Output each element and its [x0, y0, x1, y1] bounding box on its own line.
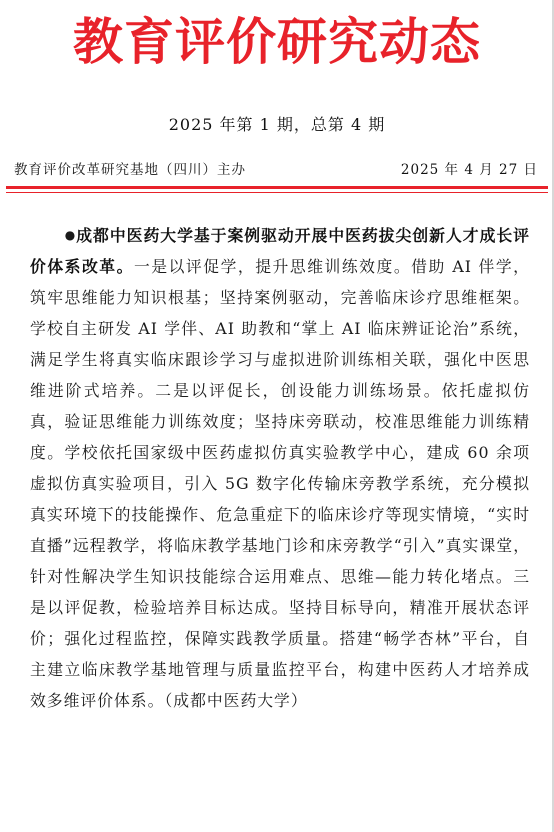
bullet-icon: ● — [64, 228, 77, 242]
divider-thin — [6, 192, 548, 193]
article-headline: 成都中医药大学基于案例驱动开展中医药拔尖创新人才成长评价体系改革。 — [30, 226, 530, 276]
divider-thick — [6, 186, 548, 189]
host-organization: 教育评价改革研究基地（四川）主办 — [14, 162, 246, 178]
meta-row — [14, 158, 538, 180]
article-body — [30, 220, 530, 716]
masthead-title: 教育评价研究动态 — [73, 12, 481, 71]
publication-date: 2025 年 4 月 27 日 — [400, 162, 538, 178]
article-text: 一是以评促学，提升思维训练效度。借助 AI 伴学，筑牢思维能力知识根基；坚持案例驱动，完善临床诊疗思维框架。学校自主研发 AI 学伴、AI 助教和“掌上 AI 临床辨证论治”系统，满足学生将真实临床跟诊学习与虚拟进阶训练相关联，强化中医思维进阶式培养。二是以评促长，创设能力训练场景。依托虚拟仿真，验证思维能力训练效度；坚持床旁联动，校准思维能力训练精度。学校依托国家级中医药虚拟仿真实验教学中心，建成 60 余项虚拟仿真实验项目，引入 5G 数字化传输床旁教学系统，充分模拟真实环境下的技能操作、危急重症下的临床诊疗等现实情境，“实时直播”远程教学，将临床教学基地门诊和床旁教学“引入”真实课堂，针对性解决学生知识技能综合运用难点、思维—能力转化堵点。三是以评促教，检验培养目标达成。坚持目标导向，精准开展状态评价；强化过程监控，保障实践教学质量。搭建“畅学杏林”平台，自主建立临床教学基地管理与质量监控平台，构建中医药人才培养成效多维评价体系。（成都中医药大学） — [30, 257, 530, 710]
issue-number: 2025 年第 1 期，总第 4 期 — [168, 115, 386, 134]
